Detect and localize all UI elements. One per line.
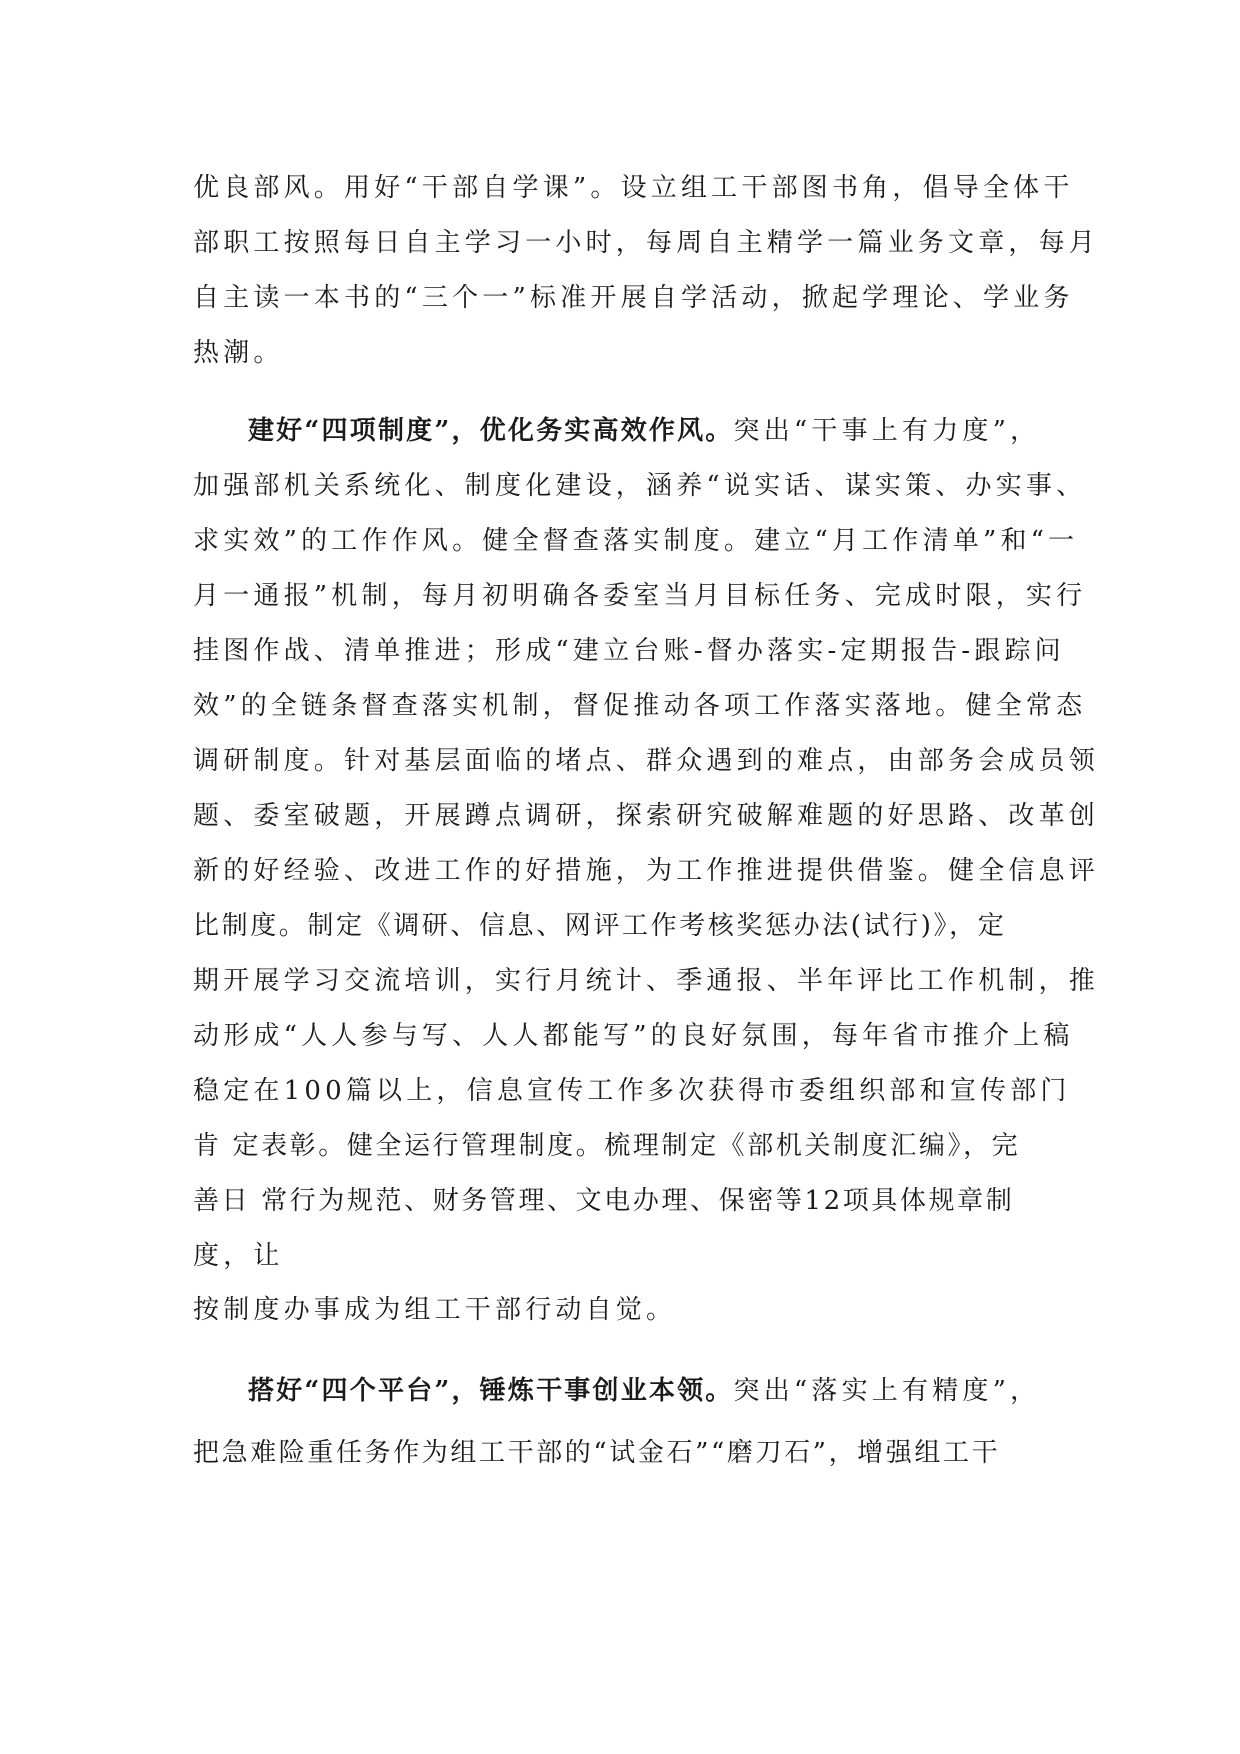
- paragraph-2-line-14: 肯 定表彰。健全运行管理制度。梳理制定《部机关制度汇编》，完: [193, 1131, 1021, 1161]
- paragraph-2-line-3: 求实效”的工作作风。健全督查落实制度。建立“月工作清单”和“一: [193, 526, 1079, 556]
- paragraph-2-line-10: 比制度。制定《调研、信息、网评工作考核奖惩办法(试行)》，定: [193, 911, 1007, 941]
- paragraph-2-first-line-text: 突出“干事上有力度”，: [733, 416, 1041, 446]
- paragraph-1-line-2: 部职工按照每日自主学习一小时，每周自主精学一篇业务文章，每月: [193, 228, 1100, 258]
- paragraph-1-line-4: 热潮。: [193, 338, 284, 368]
- paragraph-2-line-1: [248, 414, 1040, 448]
- paragraph-2-line-11: 期开展学习交流培训，实行月统计、季通报、半年评比工作机制，推: [193, 966, 1100, 996]
- paragraph-3-heading: 搭好“四个平台”，锤炼干事创业本领。: [248, 1376, 734, 1406]
- paragraph-2-line-6: 效”的全链条督查落实机制，督促推动各项工作落实落地。健全常态: [193, 691, 1087, 721]
- paragraph-2-line-9: 新的好经验、改进工作的好措施，为工作推进提供借鉴。健全信息评: [193, 856, 1100, 886]
- paragraph-3-first-line-text: 突出“落实上有精度”，: [733, 1376, 1041, 1406]
- paragraph-2-line-17: 按制度办事成为组工干部行动自觉。: [193, 1295, 677, 1325]
- paragraph-2-line-8: 题、委室破题，开展蹲点调研，探索研究破解难题的好思路、改革创: [193, 801, 1100, 831]
- paragraph-2-heading: 建好“四项制度”，优化务实高效作风。: [248, 416, 734, 446]
- paragraph-2-line-15: 善日 常行为规范、财务管理、文电办理、保密等12项具体规章制: [193, 1186, 1015, 1216]
- paragraph-2-line-7: 调研制度。针对基层面临的堵点、群众遇到的难点，由部务会成员领: [193, 746, 1100, 776]
- paragraph-1-line-3: 自主读一本书的“三个一”标准开展自学活动，掀起学理论、学业务: [193, 283, 1074, 313]
- paragraph-2-line-16: 度，让: [193, 1241, 284, 1271]
- paragraph-1-line-1: 优良部风。用好“干部自学课”。设立组工干部图书角，倡导全体干: [193, 173, 1074, 203]
- paragraph-2-line-2: 加强部机关系统化、制度化建设，涵养“说实话、谋实策、办实事、: [193, 471, 1087, 501]
- paragraph-3-line-1: [248, 1374, 1040, 1408]
- paragraph-2-line-13: 稳定在100篇以上，信息宣传工作多次获得市委组织部和宣传部门: [193, 1076, 1071, 1106]
- paragraph-3-line-2: 把急难险重任务作为组工干部的“试金石”“磨刀石”，增强组工干: [193, 1438, 1001, 1468]
- paragraph-2-line-4: 月一通报”机制，每月初明确各委室当月目标任务、完成时限，实行: [193, 581, 1087, 611]
- paragraph-2-line-12: 动形成“人人参与写、人人都能写”的良好氛围，每年省市推介上稿: [193, 1021, 1074, 1051]
- paragraph-2-line-5: 挂图作战、清单推进；形成“建立台账-督办落实-定期报告-跟踪问: [193, 636, 1065, 666]
